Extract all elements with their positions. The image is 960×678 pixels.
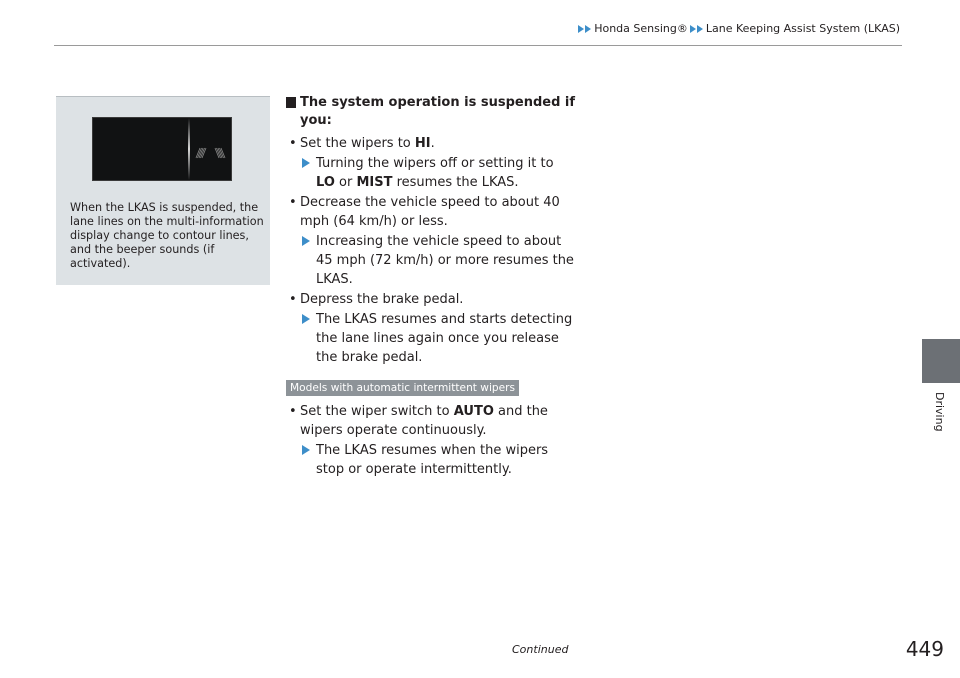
list-subitem: The LKAS resumes and starts detecting the lane lines again once you release the brake pedal. [286,310,576,367]
multi-information-display-image [92,117,232,181]
arrow-icon [302,314,310,324]
list-subitem: The LKAS resumes when the wipers stop or operate intermittently. [286,441,576,479]
bullet-icon: • [289,136,297,151]
list-item: • Set the wipers to HI. [289,136,435,151]
arrow-icon [690,25,696,33]
bullet-icon: • [289,195,297,210]
list-subitem: Turning the wipers off or setting it to LO or MIST resumes the LKAS. [286,154,576,192]
bullet-icon: • [289,404,297,419]
lane-lines-icon [93,118,231,180]
breadcrumb [578,22,900,35]
info-sidebox [56,96,270,285]
arrow-icon [302,236,310,246]
arrow-icon [302,445,310,455]
arrow-icon [578,25,584,33]
header-divider [54,45,902,46]
arrow-icon [697,25,703,33]
section-heading: The system operation is suspended if you: [286,94,576,130]
list-item: • Decrease the vehicle speed to about 40 mph (64 km/h) or less. [289,195,560,229]
main-content [286,94,576,480]
breadcrumb-item-lkas[interactable]: Lane Keeping Assist System (LKAS) [705,22,900,35]
breadcrumb-item-honda-sensing[interactable]: Honda Sensing® [594,22,688,35]
square-bullet-icon [286,97,296,108]
model-badge: Models with automatic intermittent wipers [286,380,519,396]
list-item: • Depress the brake pedal. [289,292,464,307]
chapter-tab[interactable] [922,339,960,383]
arrow-icon [302,158,310,168]
list-item: • Set the wiper switch to AUTO and the wipers operate continuously. [289,404,548,438]
arrow-icon [585,25,591,33]
list-subitem: Increasing the vehicle speed to about 45 mph (72 km/h) or more resumes the LKAS. [286,232,576,289]
continued-label: Continued [512,643,569,656]
chapter-label: Driving [933,392,946,432]
bullet-icon: • [289,292,297,307]
sidebox-caption: When the LKAS is suspended, the lane lines on the multi-information display change to contour lines, and the beeper sounds (if activated). [70,201,264,270]
page-number: 449 [905,637,944,661]
